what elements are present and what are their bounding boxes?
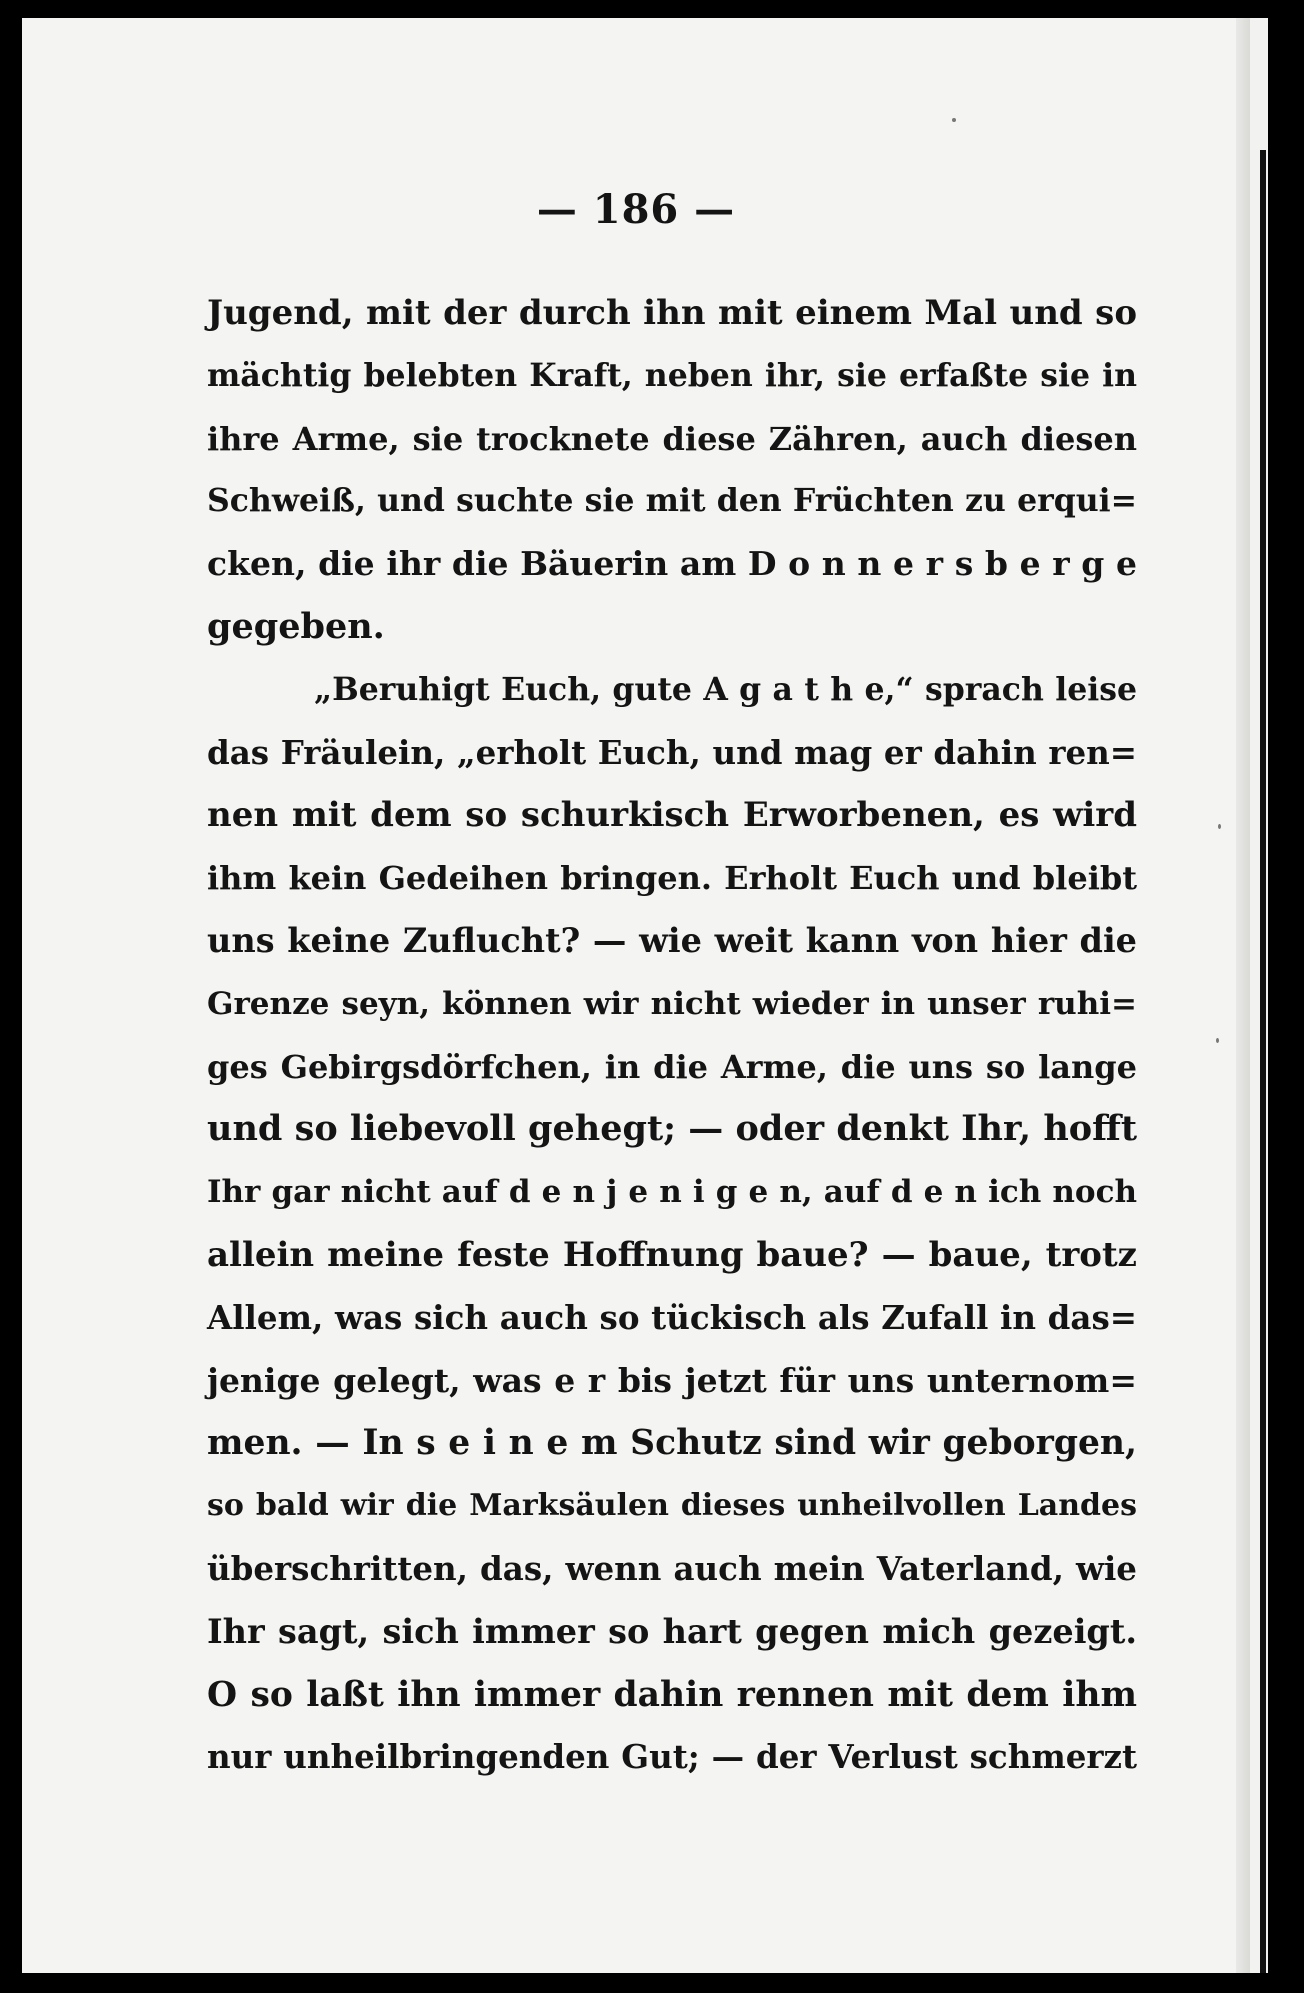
text-line: und so liebevoll gehegt; — oder denkt Ihr, hofft [207,1108,1137,1150]
body-text [207,282,1137,1789]
text-line: men. — In s e i n e m Schutz sind wir geborgen, [207,1423,1137,1464]
text-line: gegeben. [207,605,385,647]
spine-edge [1260,150,1266,1973]
text-line: ges Gebirgsdörfchen, in die Arme, die uns so lange [207,1047,1137,1086]
text-line: O so laßt ihn immer dahin rennen mit dem ihm [207,1674,1137,1715]
text-line: ihre Arme, sie trocknete diese Zähren, auch diesen [207,419,1137,458]
text-line: ihm kein Gedeihen bringen. Erholt Euch und bleibt [207,859,1137,898]
text-line: so bald wir die Marksäulen dieses unheilvollen Landes [207,1488,1137,1524]
text-line: nen mit dem so schurkisch Erworbenen, es wird [207,795,1137,836]
paper-speck [952,118,956,122]
page-shadow [1236,18,1250,1973]
text-line: das Fräulein, „erholt Euch, und mag er dahin ren= [207,732,1137,772]
text-line: „Beruhigt Euch, gute A g a t h e,“ sprach leise [314,670,1137,708]
text-line: allein meine feste Hoffnung baue? — baue, trotz [207,1234,1137,1275]
text-line: Jugend, mit der durch ihn mit einem Mal und so [207,293,1137,333]
page-number: — 186 — [536,186,736,233]
paper-speck [1216,1038,1219,1043]
text-line: Allem, was sich auch so tückisch als Zufall in das= [207,1297,1137,1337]
text-line: Ihr sagt, sich immer so hart gegen mich gezeigt. [207,1611,1137,1651]
text-line: uns keine Zuflucht? — wie weit kann von hier die [207,920,1137,960]
text-line: Ihr gar nicht auf d e n j e n i g e n, auf d e n ich noch [207,1174,1137,1211]
text-line: Grenze seyn, können wir nicht wieder in unser ruhi= [207,985,1137,1022]
text-line: nur unheilbringenden Gut; — der Verlust schmerzt [207,1737,1137,1777]
text-line: cken, die ihr die Bäuerin am D o n n e r s b e r g e [207,544,1137,584]
paper-speck [1218,824,1221,829]
text-line: jenige gelegt, was e r bis jetzt für uns unternom= [207,1360,1137,1400]
book-page [22,18,1250,1973]
text-line: überschritten, das, wenn auch mein Vaterland, wie [207,1548,1137,1588]
text-line: Schweiß, und suchte sie mit den Früchten zu erqui= [207,482,1137,520]
text-line: mächtig belebten Kraft, neben ihr, sie erfaßte sie in [207,356,1137,394]
